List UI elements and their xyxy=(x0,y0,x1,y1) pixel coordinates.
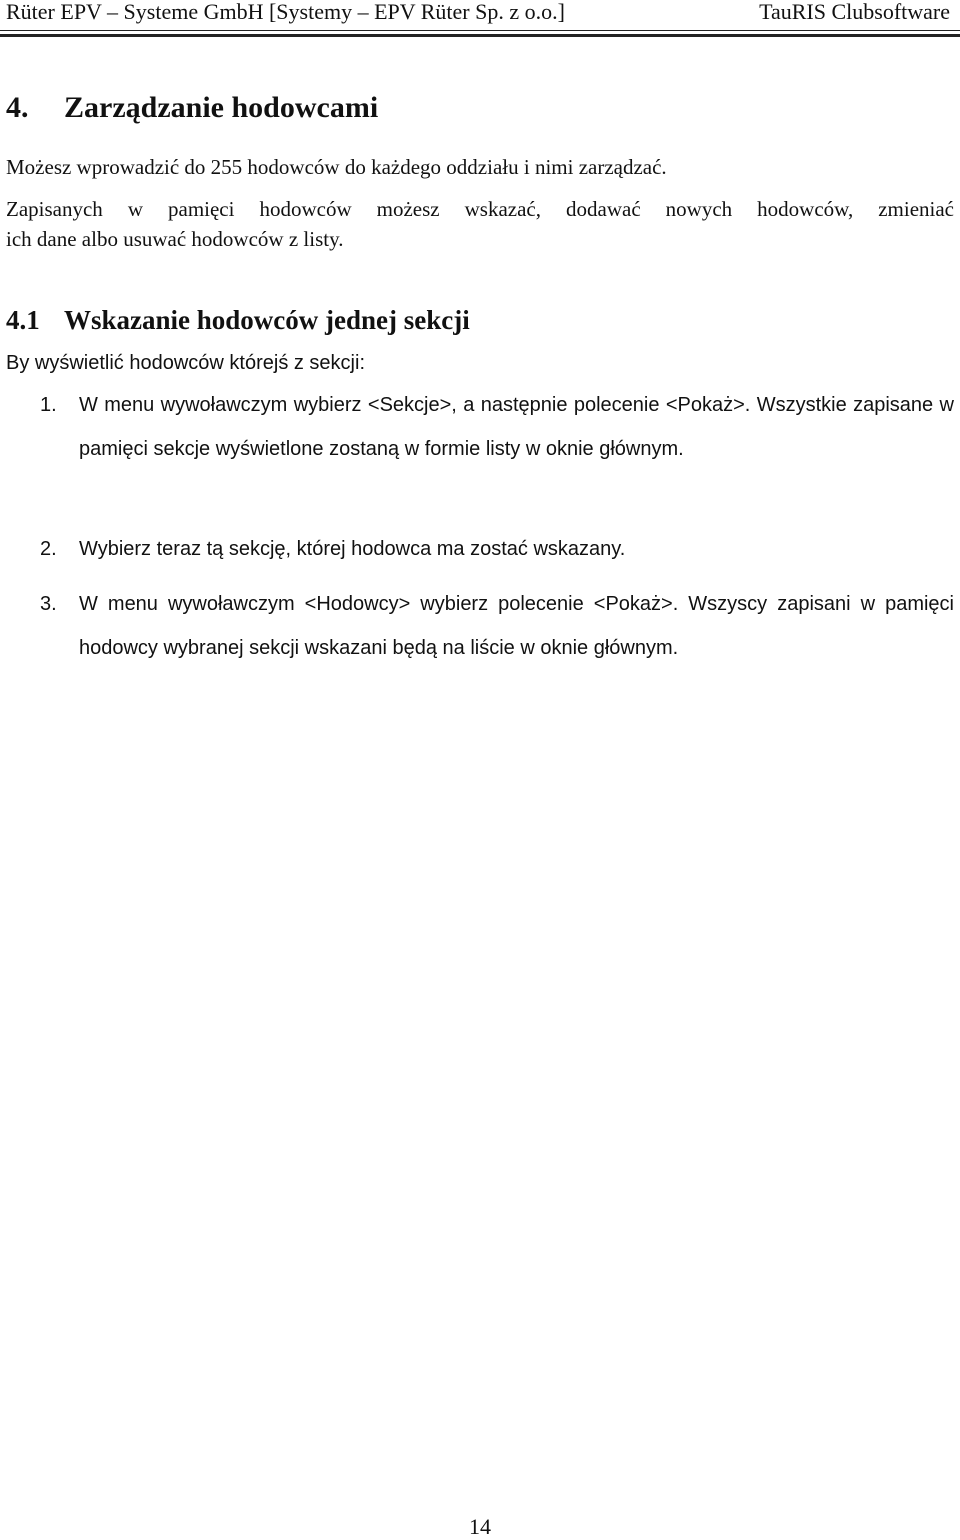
section-heading xyxy=(6,88,378,128)
subsection-heading xyxy=(6,302,470,338)
header-divider-thick xyxy=(0,34,960,37)
subsection-number: 4.1 xyxy=(6,305,40,335)
section-paragraph-1: Możesz wprowadzić do 255 hodowców do każdego oddziału i nimi zarządzać. xyxy=(6,155,667,179)
list-marker: 2. xyxy=(40,538,57,560)
list-marker: 1. xyxy=(40,394,57,416)
list-marker: 3. xyxy=(40,593,57,615)
subsection-intro: By wyświetlić hodowców którejś z sekcji: xyxy=(6,352,365,374)
page-number: 14 xyxy=(469,1514,491,1539)
list-item xyxy=(40,383,954,471)
header-divider xyxy=(0,30,960,31)
section-number: 4. xyxy=(6,91,29,124)
header-company: Rüter EPV – Systeme GmbH [Systemy – EPV Rüter Sp. z o.o.] xyxy=(6,0,565,24)
section-title: Zarządzanie hodowcami xyxy=(64,91,379,124)
list-item-text: W menu wywoławczym <Hodowcy> wybierz polecenie <Pokaż>. Wszyscy zapisani w pamięci hodowcy wybranej sekcji wskazani będą na liście w oknie głównym. xyxy=(79,593,954,659)
subsection-title: Wskazanie hodowców jednej sekcji xyxy=(64,305,470,335)
list-item-text: Wybierz teraz tą sekcję, której hodowca ma zostać wskazany. xyxy=(79,538,626,560)
section-paragraph-2-line-2: ich dane albo usuwać hodowców z listy. xyxy=(6,227,344,251)
page-header xyxy=(6,0,950,28)
list-item xyxy=(40,582,954,670)
section-paragraph-2-line-1: Zapisanych w pamięci hodowców możesz wskazać, dodawać nowych hodowców, zmieniać xyxy=(6,197,954,221)
list-item xyxy=(40,527,954,571)
list-item-text: W menu wywoławczym wybierz <Sekcje>, a następnie polecenie <Pokaż>. Wszystkie zapisane w pamięci sekcje wyświetlone zostaną w formie listy w oknie głównym. xyxy=(79,394,954,460)
header-product: TauRIS Clubsoftware xyxy=(759,0,950,24)
